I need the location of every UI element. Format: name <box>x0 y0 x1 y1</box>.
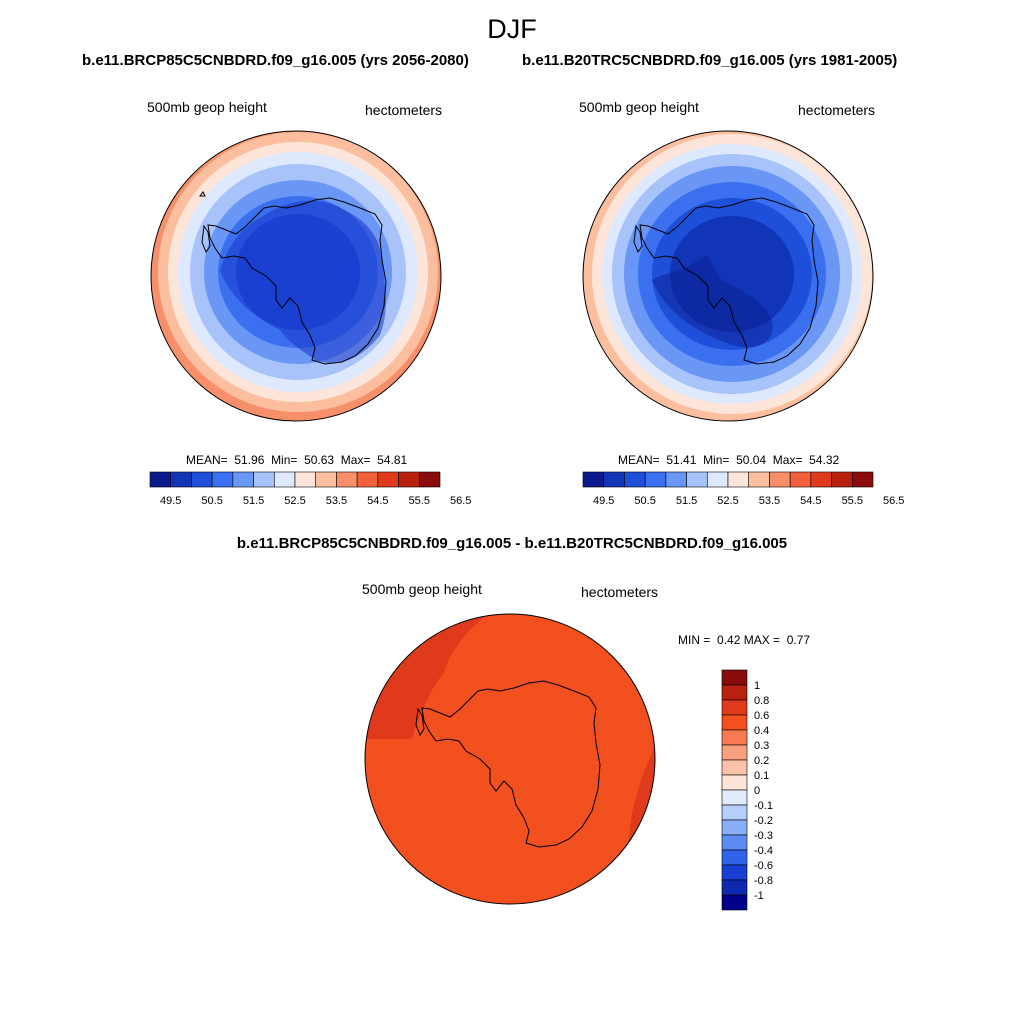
colorbar-tick-label: 0.8 <box>754 695 770 707</box>
colorbar-swatch <box>624 472 645 487</box>
colorbar-swatch <box>722 880 747 895</box>
colorbar-swatch <box>233 472 254 487</box>
colorbar-swatch <box>666 472 687 487</box>
panel-title-hist: b.e11.B20TRC5CNBDRD.f09_g16.005 (yrs 1981-2005) <box>522 52 898 69</box>
colorbar-tick-label: 53.5 <box>325 495 348 507</box>
panel-rcp-variable: 500mb geop height <box>147 99 267 115</box>
colorbar-swatch <box>722 775 747 790</box>
colorbar-swatch <box>191 472 212 487</box>
colorbar-swatch <box>722 730 747 745</box>
colorbar-swatch <box>722 835 747 850</box>
colorbar-tick-label: -0.4 <box>754 845 773 857</box>
colorbar-swatch <box>722 760 747 775</box>
colorbar-swatch <box>316 472 337 487</box>
colorbar-tick-label: -0.6 <box>754 860 773 872</box>
colorbar-tick-label: -0.8 <box>754 875 773 887</box>
colorbar-tick-label: 55.5 <box>408 495 430 507</box>
colorbar-tick-label: 52.5 <box>284 495 306 507</box>
stats-rcp: MEAN= 51.96 Min= 50.63 Max= 54.81 <box>186 453 408 467</box>
colorbar-rcp <box>150 472 472 512</box>
colorbar-swatch <box>171 472 192 487</box>
colorbar-tick-label: 51.5 <box>675 495 698 507</box>
colorbar-tick-label: 0.1 <box>754 770 770 782</box>
colorbar-tick-label: -0.1 <box>754 800 773 812</box>
colorbar-swatch <box>399 472 420 487</box>
colorbar-tick-label: 49.5 <box>593 495 615 507</box>
colorbar-tick-label: 0.3 <box>754 740 770 752</box>
panel-hist-units: hectometers <box>798 102 876 118</box>
colorbar-swatch <box>728 472 749 487</box>
colorbar-swatch <box>811 472 832 487</box>
panel-hist-variable: 500mb geop height <box>579 99 699 115</box>
stats-hist: MEAN= 51.41 Min= 50.04 Max= 54.32 <box>618 453 840 467</box>
colorbar-tick-label: 55.5 <box>841 495 863 507</box>
colorbar-swatch <box>707 472 728 487</box>
colorbar-tick-label: 56.5 <box>883 495 905 507</box>
figure-title: DJF <box>487 14 537 44</box>
diff-stats: MIN = 0.42 MAX = 0.77 <box>678 633 811 647</box>
colorbar-swatch <box>749 472 770 487</box>
diff-variable: 500mb geop height <box>362 581 482 597</box>
colorbar-swatch <box>378 472 399 487</box>
map-rcp <box>150 130 450 430</box>
colorbar-swatch <box>722 670 747 685</box>
colorbar-swatch <box>832 472 853 487</box>
colorbar-diff <box>722 670 802 915</box>
colorbar-hist <box>583 472 905 512</box>
diff-panel-title: b.e11.BRCP85C5CNBDRD.f09_g16.005 - b.e11.B20TRC5CNBDRD.f09_g16.005 <box>236 535 788 552</box>
colorbar-swatch <box>852 472 873 487</box>
colorbar-swatch <box>722 700 747 715</box>
colorbar-tick-label: -0.2 <box>754 815 773 827</box>
colorbar-swatch <box>687 472 708 487</box>
colorbar-tick-label: 0 <box>754 785 761 797</box>
panel-title-rcp: b.e11.BRCP85C5CNBDRD.f09_g16.005 (yrs 2056-2080) <box>82 52 469 69</box>
map-diff <box>364 613 664 913</box>
colorbar-swatch <box>790 472 811 487</box>
colorbar-tick-label: 49.5 <box>160 495 182 507</box>
colorbar-tick-label: -0.3 <box>754 830 773 842</box>
colorbar-tick-label: 54.5 <box>367 495 389 507</box>
colorbar-swatch <box>295 472 316 487</box>
colorbar-tick-label: 50.5 <box>201 495 223 507</box>
map-hist-contours <box>557 99 907 449</box>
colorbar-swatch <box>769 472 790 487</box>
panel-rcp-units: hectometers <box>365 102 443 118</box>
colorbar-swatch <box>645 472 666 487</box>
colorbar-tick-label: 54.5 <box>800 495 822 507</box>
colorbar-swatch <box>357 472 378 487</box>
colorbar-tick-label: 53.5 <box>758 495 781 507</box>
colorbar-swatch <box>336 472 357 487</box>
colorbar-tick-label: 56.5 <box>450 495 472 507</box>
colorbar-swatch <box>583 472 604 487</box>
colorbar-swatch <box>722 850 747 865</box>
colorbar-swatch <box>722 745 747 760</box>
map-hist <box>582 130 882 430</box>
colorbar-swatch <box>722 820 747 835</box>
colorbar-swatch <box>150 472 171 487</box>
colorbar-swatch <box>254 472 275 487</box>
colorbar-tick-label: 0.2 <box>754 755 770 767</box>
colorbar-tick-label: 51.5 <box>242 495 265 507</box>
colorbar-swatch <box>212 472 233 487</box>
colorbar-swatch <box>722 805 747 820</box>
colorbar-tick-label: 50.5 <box>634 495 656 507</box>
colorbar-tick-label: 0.4 <box>754 725 770 737</box>
colorbar-tick-label: 52.5 <box>717 495 739 507</box>
colorbar-swatch <box>722 895 747 910</box>
colorbar-swatch <box>604 472 625 487</box>
colorbar-swatch <box>419 472 440 487</box>
colorbar-swatch <box>722 790 747 805</box>
diff-units: hectometers <box>581 584 659 600</box>
colorbar-swatch <box>722 715 747 730</box>
colorbar-tick-label: -1 <box>754 890 764 902</box>
colorbar-swatch <box>722 685 747 700</box>
colorbar-swatch <box>722 865 747 880</box>
colorbar-tick-label: 0.6 <box>754 710 770 722</box>
colorbar-tick-label: 1 <box>754 680 761 692</box>
colorbar-swatch <box>274 472 295 487</box>
